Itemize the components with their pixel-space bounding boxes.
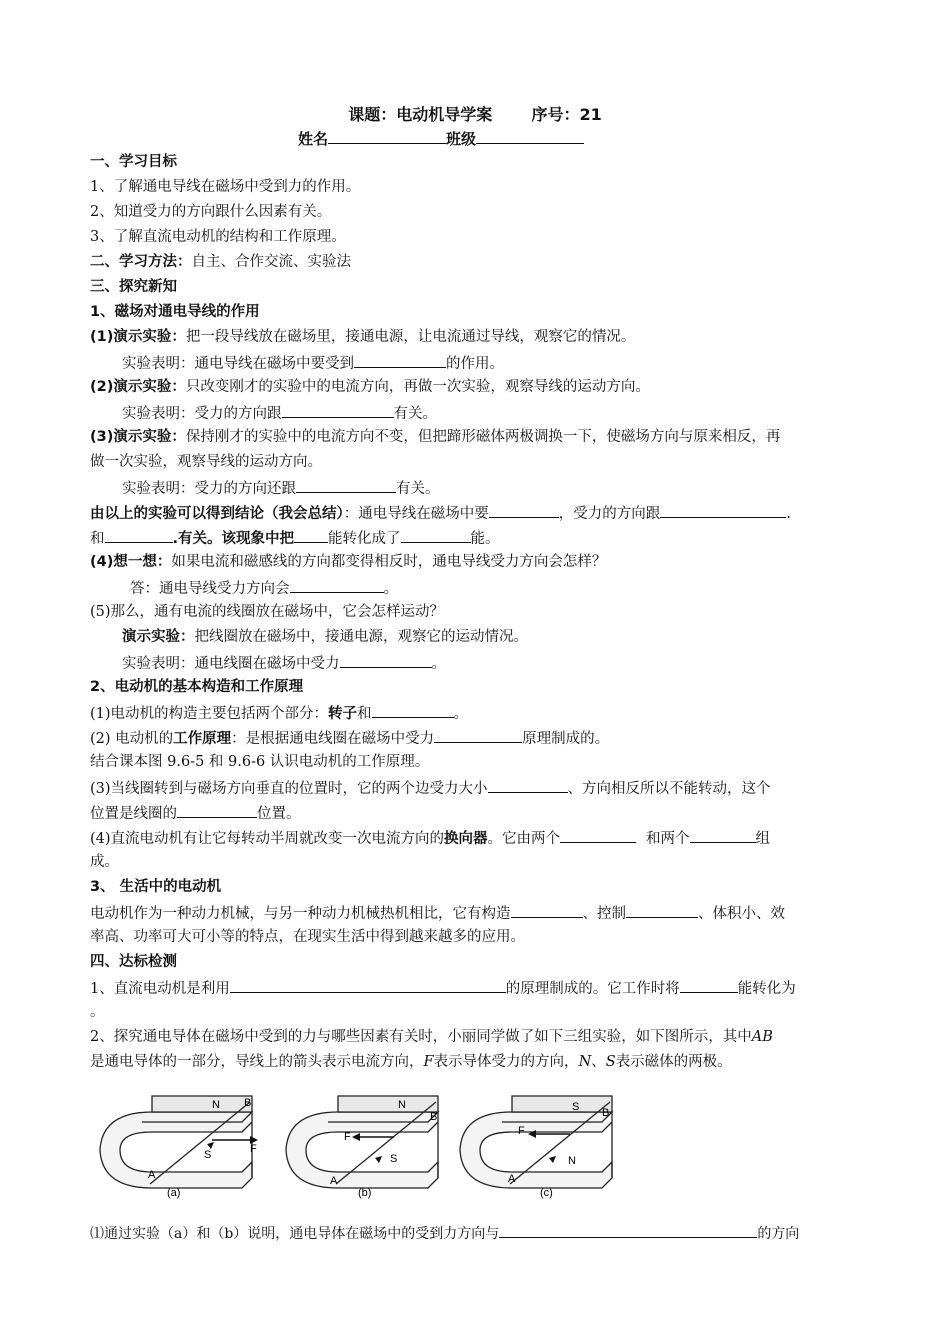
- label-b: B: [602, 1107, 610, 1119]
- label-a: A: [148, 1169, 156, 1181]
- blank[interactable]: [372, 702, 454, 718]
- blank[interactable]: [511, 902, 583, 918]
- figure-c: [452, 1082, 637, 1206]
- name-blank[interactable]: [328, 128, 446, 144]
- motor-principle: (2) 电动机的工作原理：是根据通电线圈在磁场中受力 原理制成的。: [90, 727, 609, 749]
- label-f: F: [344, 1131, 351, 1143]
- pole-top-label: N: [212, 1099, 220, 1111]
- demo-1-result: 实验表明：通电导线在磁场中要受到 的作用。: [122, 352, 504, 374]
- caption: (b): [358, 1187, 372, 1199]
- blank[interactable]: [680, 977, 738, 993]
- blank[interactable]: [296, 477, 396, 493]
- pole-bottom-label: S: [390, 1153, 398, 1165]
- pole-bottom-label: N: [568, 1155, 576, 1167]
- name-class-bar: [298, 128, 584, 149]
- name-label: 姓名: [298, 130, 329, 148]
- section-methods: 二、学习方法：自主、合作交流、实验法: [90, 254, 351, 270]
- section-explore: 三、探究新知: [90, 279, 177, 295]
- section-objectives: 一、学习目标: [90, 154, 177, 170]
- blank[interactable]: [177, 802, 257, 818]
- subsection-force: 1、磁场对通电导线的作用: [90, 304, 260, 320]
- pole-top-label: N: [398, 1099, 406, 1111]
- objective-2: 2、知道受力的方向跟什么因素有关。: [90, 204, 332, 220]
- subsection-motor: 2、电动机的基本构造和工作原理: [90, 679, 304, 695]
- blank[interactable]: [660, 502, 786, 518]
- magnet-diagram-a: [92, 1082, 277, 1202]
- motor-structure: (1)电动机的构造主要包括两个部分：转子和 。: [90, 702, 468, 724]
- life-text: 电动机作为一种动力机械，与另一种动力机械热机相比，它有构造 、控制 、体积小、效: [90, 902, 785, 924]
- blank[interactable]: [340, 652, 432, 668]
- blank[interactable]: [489, 502, 559, 518]
- question-1: ⑴通过实验（a）和（b）说明，通电导体在磁场中的受到力方向与 的方向: [90, 1222, 799, 1244]
- label-a: A: [508, 1173, 516, 1185]
- caption: (a): [167, 1187, 181, 1199]
- demo-2-result: 实验表明：受力的方向跟 有关。: [122, 402, 437, 424]
- title-text: 课题：电动机导学案: [348, 105, 493, 124]
- blank[interactable]: [230, 977, 506, 993]
- coil-result: 实验表明：通电线圈在磁场中受力 。: [122, 652, 446, 674]
- blank[interactable]: [401, 527, 471, 543]
- motor-note: 结合课本图 9.6-5 和 9.6-6 认识电动机的工作原理。: [90, 754, 430, 770]
- label-f: F: [250, 1143, 257, 1155]
- blank[interactable]: [354, 352, 446, 368]
- blank[interactable]: [105, 527, 173, 543]
- life-text-cont: 率高、功率可大可小等的特点，在现实生活中得到越来越多的应用。: [90, 929, 525, 945]
- demo-3-result: 实验表明：受力的方向还跟 有关。: [122, 477, 440, 499]
- motor-balance-cont: 位置是线圈的 位置。: [90, 802, 301, 824]
- magnet-diagram-c: [452, 1082, 637, 1202]
- serial-number: 序号：21: [531, 105, 602, 124]
- test-1-cont: 。: [90, 1004, 105, 1020]
- label-b: B: [244, 1097, 252, 1109]
- subsection-life: 3、 生活中的电动机: [90, 879, 222, 895]
- caption: (c): [540, 1187, 553, 1199]
- demo-2: (2)演示实验：只改变刚才的实验中的电流方向，再做一次实验，观察导线的运动方向。: [90, 379, 650, 395]
- blank[interactable]: [434, 727, 522, 743]
- blank[interactable]: [282, 402, 394, 418]
- label-f: F: [518, 1125, 525, 1137]
- page-title: [0, 102, 950, 125]
- conclusion-cont: 和 .有关。该现象中把 能转化成了 能。: [90, 527, 500, 549]
- conclusion: 由以上的实验可以得到结论（我会总结）：通电导线在磁场中要 ，受力的方向跟 .: [90, 502, 791, 524]
- blank[interactable]: [560, 827, 636, 843]
- magnet-diagram-b: [278, 1082, 463, 1202]
- pole-bottom-label: S: [204, 1149, 212, 1161]
- section-test: 四、达标检测: [90, 954, 177, 970]
- blank[interactable]: [290, 577, 384, 593]
- label-b: B: [430, 1111, 438, 1123]
- class-label: 班级: [446, 130, 477, 148]
- test-2: 2、探究通电导体在磁场中受到的力与哪些因素有关时，小丽同学做了如下三组实验，如下图所示，其中AB: [90, 1029, 773, 1045]
- test-2-cont: 是通电导体的一部分，导线上的箭头表示电流方向，F表示导体受力的方向，N、S表示磁体的两极。: [90, 1054, 732, 1070]
- figure-a: [92, 1082, 277, 1206]
- coil-question: (5)那么，通有电流的线圈放在磁场中，它会怎样运动？: [90, 604, 445, 620]
- class-blank[interactable]: [476, 128, 584, 144]
- blank[interactable]: [499, 1222, 757, 1238]
- coil-demo: 演示实验：把线圈放在磁场中，接通电源，观察它的运动情况。: [122, 629, 528, 645]
- demo-1: (1)演示实验：把一段导线放在磁场里，接通电源，让电流通过导线，观察它的情况。: [90, 329, 636, 345]
- motor-commutator: (4)直流电动机有让它每转动半周就改变一次电流方向的换向器。它由两个 和两个 组: [90, 827, 770, 849]
- demo-3: (3)演示实验：保持刚才的实验中的电流方向不变，但把蹄形磁体两极调换一下，使磁场方向与原来相反，再: [90, 429, 781, 445]
- blank[interactable]: [626, 902, 698, 918]
- demo-3-cont: 做一次实验，观察导线的运动方向。: [90, 454, 322, 470]
- think-question: (4)想一想：如果电流和磁感线的方向都变得相反时，通电导线受力方向会怎样？: [90, 554, 607, 570]
- test-1: 1、直流电动机是利用 的原理制成的。它工作时将 能转化为: [90, 977, 796, 999]
- blank[interactable]: [294, 527, 328, 543]
- figure-b: [278, 1082, 463, 1206]
- motor-balance: (3)当线圈转到与磁场方向垂直的位置时，它的两个边受力大小 、方向相反所以不能转动，这个: [90, 777, 771, 799]
- blank[interactable]: [690, 827, 756, 843]
- objective-1: 1、了解通电导线在磁场中受到力的作用。: [90, 179, 361, 195]
- think-answer: 答：通电导线受力方向会 。: [130, 577, 398, 599]
- pole-top-label: S: [572, 1101, 580, 1113]
- label-a: A: [330, 1175, 338, 1187]
- motor-commutator-cont: 成。: [90, 854, 119, 870]
- blank[interactable]: [488, 777, 568, 793]
- objective-3: 3、了解直流电动机的结构和工作原理。: [90, 229, 346, 245]
